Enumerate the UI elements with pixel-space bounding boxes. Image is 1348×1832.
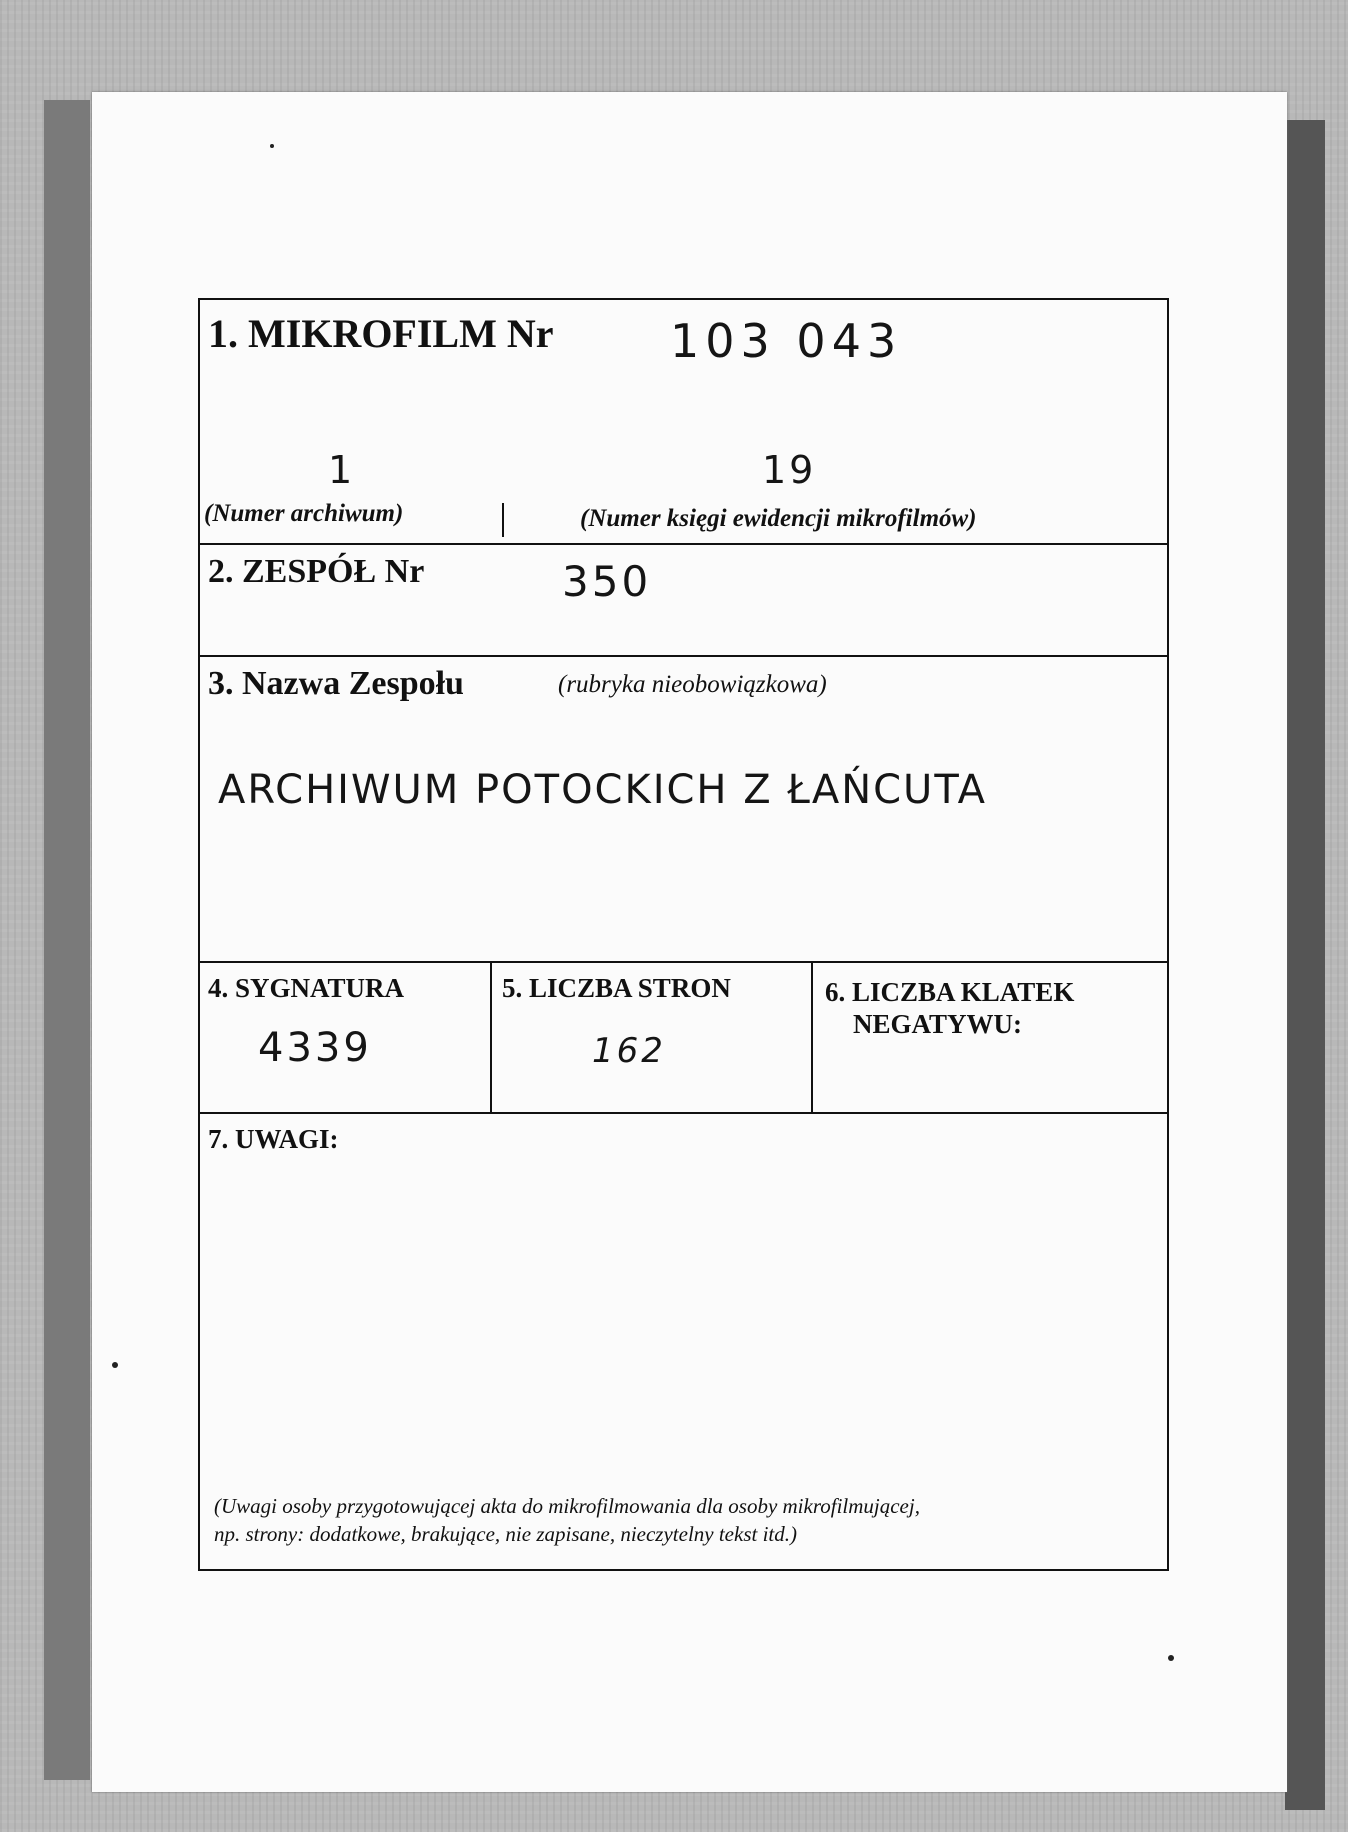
remarks-section <box>200 1114 1167 1569</box>
microfilm-number-value: 103 043 <box>670 314 903 368</box>
details-row <box>200 963 1167 1114</box>
remarks-label: 7. UWAGI: <box>208 1124 339 1154</box>
page-count-label: 5. LICZBA STRON <box>502 973 731 1003</box>
frame-count-label-line2: NEGATYWU: <box>853 1009 1023 1039</box>
caption-divider <box>502 503 504 537</box>
fonds-number-value: 350 <box>562 557 652 606</box>
page-count-cell <box>492 963 813 1112</box>
remarks-note-line1: (Uwagi osoby przygotowującej akta do mikrofilmowania dla osoby mikrofilmującej, <box>214 1494 920 1518</box>
microfilm-form <box>198 298 1169 1571</box>
scan-speck <box>1168 1655 1174 1661</box>
archive-number-caption: (Numer archiwum) <box>204 500 404 527</box>
signature-cell <box>200 963 492 1112</box>
fonds-number-label: 2. ZESPÓŁ Nr <box>208 553 425 590</box>
frame-count-label-line1: 6. LICZBA KLATEK <box>825 977 1075 1007</box>
scan-left-shadow <box>44 100 90 1780</box>
fonds-name-label: 3. Nazwa Zespołu <box>208 665 464 702</box>
frame-count-cell <box>813 963 1166 1112</box>
fonds-name-value: ARCHIWUM POTOCKICH Z ŁAŃCUTA <box>218 767 988 813</box>
fonds-name-note: (rubryka nieobowiązkowa) <box>558 671 827 698</box>
signature-value: 4339 <box>258 1025 372 1071</box>
page-count-value: 162 <box>592 1031 666 1071</box>
signature-label: 4. SYGNATURA <box>208 973 405 1003</box>
microfilm-number-label: 1. MIKROFILM Nr <box>208 311 554 356</box>
remarks-note-line2: np. strony: dodatkowe, brakujące, nie zapisane, nieczytelny tekst itd.) <box>214 1522 797 1546</box>
scan-right-shadow <box>1285 120 1325 1810</box>
ledger-number-caption: (Numer księgi ewidencji mikrofilmów) <box>580 505 977 532</box>
fonds-number-section <box>200 545 1167 657</box>
scan-speck <box>270 144 274 148</box>
microfilm-number-section <box>200 300 1167 545</box>
archive-number-value: 1 <box>328 448 356 492</box>
ledger-number-value: 19 <box>762 448 817 492</box>
fonds-name-section <box>200 657 1167 963</box>
scan-speck <box>112 1362 118 1368</box>
